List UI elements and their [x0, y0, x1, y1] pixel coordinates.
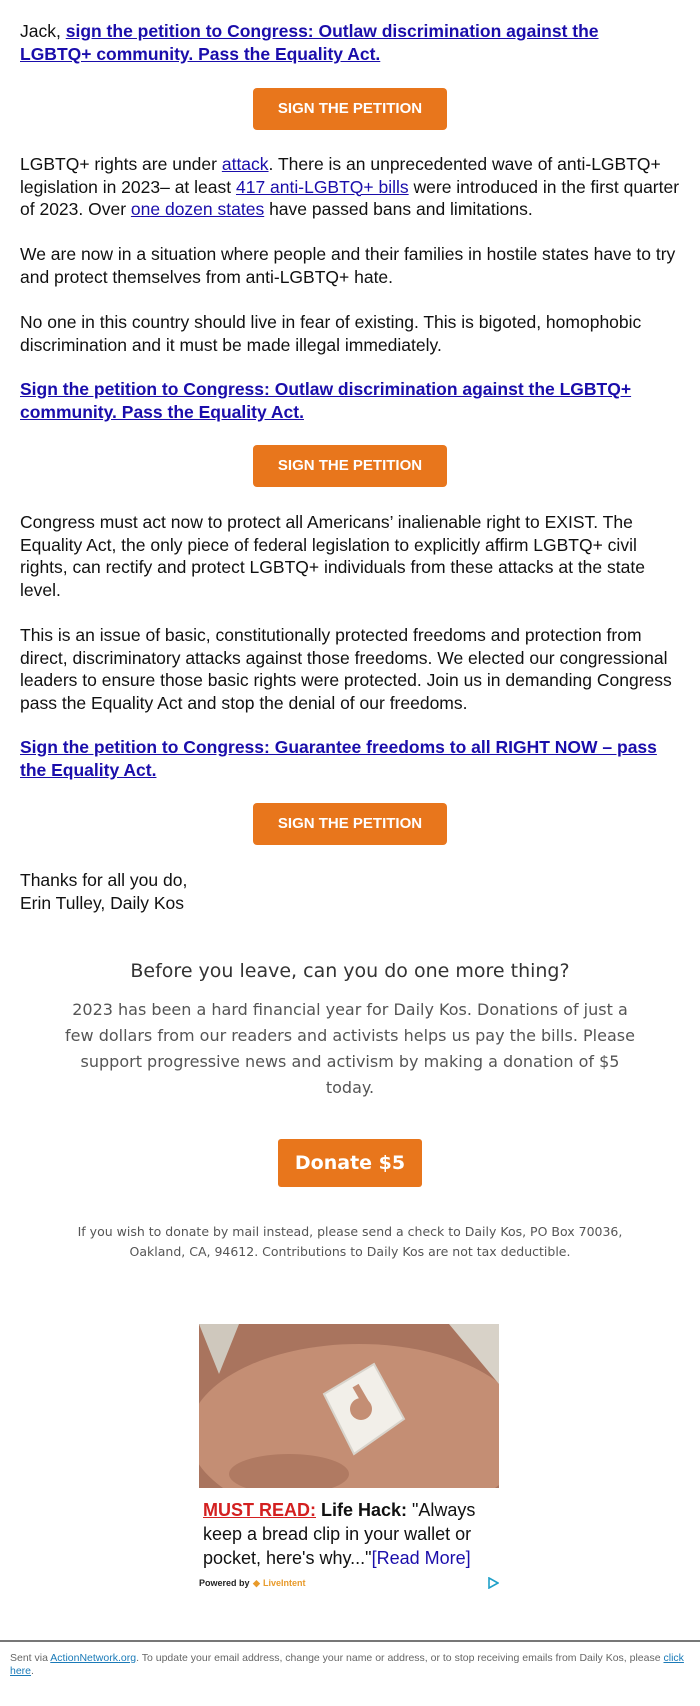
footer-text-1: Sent via	[10, 1652, 51, 1664]
bread-clip-image	[199, 1324, 499, 1488]
powered-by-label: Powered by	[199, 1578, 250, 1588]
email-footer	[0, 1640, 700, 1678]
sign-petition-button-1[interactable]: SIGN THE PETITION	[253, 88, 447, 130]
ad-text[interactable]	[199, 1498, 501, 1570]
donate-button[interactable]: Donate $5	[278, 1139, 422, 1187]
liveintent-brand: LiveIntent	[263, 1578, 306, 1588]
attack-link[interactable]: attack	[221, 154, 269, 174]
ad-footer	[199, 1576, 501, 1594]
ad-block[interactable]	[199, 1324, 501, 1594]
body-paragraph-3: No one in this country should live in fear of existing. This is bigoted, homophobic discrimination and it must be made illegal immediately.	[20, 312, 642, 355]
ad-image[interactable]	[199, 1324, 499, 1488]
footer-text-3: .	[31, 1665, 34, 1677]
read-more-link[interactable]: [Read More]	[371, 1548, 471, 1568]
states-link[interactable]: one dozen states	[130, 199, 265, 220]
petition-link-3-wrap	[20, 736, 680, 781]
unsubscribe-link[interactable]: click here	[10, 1652, 684, 1677]
body-paragraph-5: This is an issue of basic, constitutionally protected freedoms and protection from direct, discriminatory attacks against those freedoms. We elected our congressional leaders to ensure those basic rights were protected. Join us in demanding Congress pass the Equality Act and stop the denial of our freedoms.	[20, 625, 672, 713]
footer-text-2: . To update your email address, change your name or address, or to stop receiving emails from Daily Kos, please	[136, 1652, 664, 1664]
body-paragraph-1	[20, 153, 680, 221]
actionnetwork-link[interactable]: ActionNetwork.org	[50, 1652, 137, 1664]
ad-quote: "Always keep a bread clip in your wallet or pocket, here's why..."	[203, 1500, 476, 1568]
petition-link-2-wrap	[20, 378, 680, 423]
must-read-label: MUST READ:	[203, 1500, 316, 1520]
adchoices-icon[interactable]	[487, 1577, 499, 1589]
bills-link[interactable]: 417 anti-LGBTQ+ bills	[235, 176, 409, 197]
signoff-line-2: Erin Tulley, Daily Kos	[20, 892, 185, 913]
para1-text-4: have passed bans and limitations.	[264, 199, 533, 220]
greeting: Jack,	[20, 21, 66, 41]
donation-appeal	[60, 960, 640, 1101]
para1-text-2: . There is an unprecedented wave of anti-LGBTQ+ legislation in 2023– at least	[20, 154, 661, 197]
petition-link-top[interactable]: sign the petition to Congress: Outlaw discrimination against the LGBTQ+ community. Pass the Equality Act.	[20, 21, 599, 64]
appeal-heading: Before you leave, can you do one more thing?	[130, 960, 570, 982]
signoff-line-1: Thanks for all you do,	[20, 870, 188, 890]
petition-link-3[interactable]: Sign the petition to Congress: Guarantee freedoms to all RIGHT NOW – pass the Equality Act.	[20, 737, 657, 780]
para1-text-3: were introduced in the first quarter of 2023. Over	[20, 176, 680, 220]
signoff	[20, 869, 680, 914]
mail-note: If you wish to donate by mail instead, please send a check to Daily Kos, PO Box 70036, Oakland, CA, 94612. Contributions to Daily Kos are not tax deductible.	[77, 1224, 623, 1259]
sign-petition-button-3[interactable]: SIGN THE PETITION	[253, 803, 447, 845]
para1-text-1: LGBTQ+ rights are under	[20, 154, 222, 174]
body-paragraph-2: We are now in a situation where people and their families in hostile states have to try and protect themselves from anti-LGBTQ+ hate.	[20, 244, 676, 287]
life-hack-label: Life Hack:	[316, 1500, 408, 1520]
intro-paragraph	[20, 20, 660, 65]
sign-petition-button-2[interactable]: SIGN THE PETITION	[253, 445, 447, 487]
liveintent-logo-icon: ◆	[253, 1578, 260, 1588]
petition-link-2[interactable]: Sign the petition to Congress: Outlaw discrimination against the LGBTQ+ community. Pass the Equality Act.	[20, 379, 632, 422]
appeal-body: 2023 has been a hard financial year for Daily Kos. Donations of just a few dollars from our readers and activists helps us pay the bills. Please support progressive news and activism by making a donation of $5 today.	[65, 999, 635, 1097]
body-paragraph-4: Congress must act now to protect all Americans’ inalienable right to EXIST. The Equality Act, the only piece of federal legislation to explicitly affirm LGBTQ+ civil rights, can rectify and protect LGBTQ+ individuals from these attacks at the state level.	[20, 512, 645, 600]
